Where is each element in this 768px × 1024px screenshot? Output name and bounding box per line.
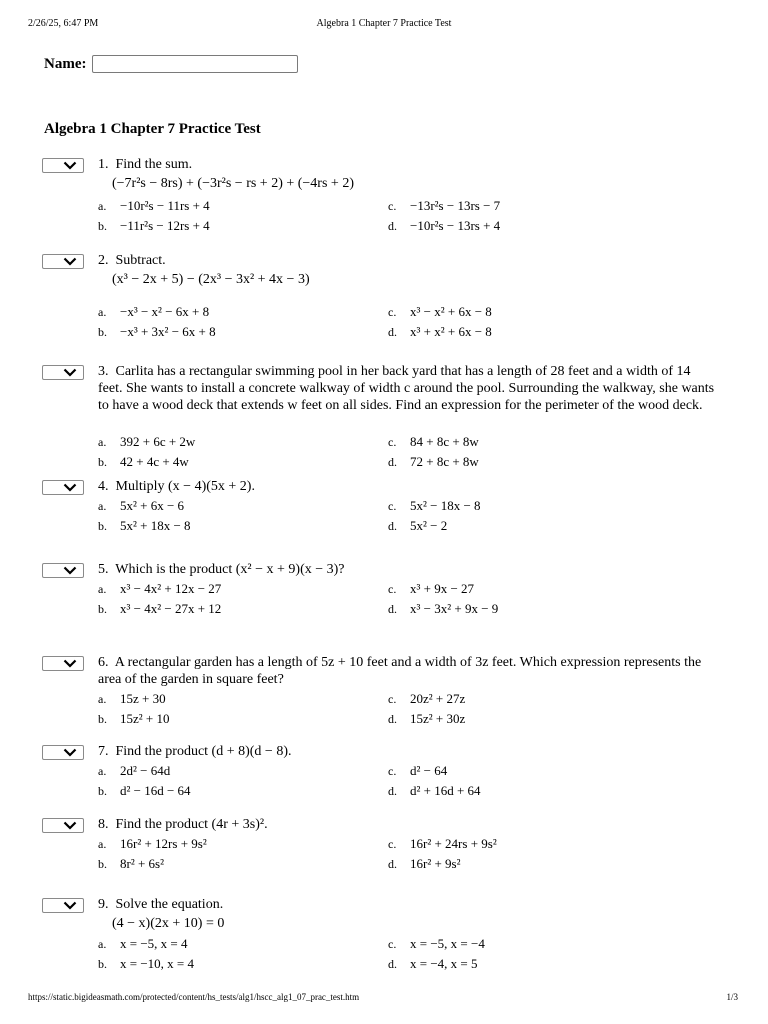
choice-value: −13r²s − 13rs − 7 <box>410 198 501 213</box>
answer-choices <box>98 580 718 620</box>
answer-select-1[interactable] <box>42 158 84 173</box>
choice-d <box>388 600 498 618</box>
choice-c <box>388 690 465 708</box>
answer-select-9[interactable] <box>42 898 84 913</box>
choice-b <box>98 453 189 471</box>
choice-d <box>388 710 465 728</box>
choice-value: −x³ + 3x² − 6x + 8 <box>120 324 216 339</box>
answer-select-4[interactable] <box>42 480 84 495</box>
choice-value: d² − 64 <box>410 763 448 778</box>
choice-value: x = −4, x = 5 <box>410 956 478 971</box>
choice-b <box>98 710 170 728</box>
choice-letter: b. <box>98 219 107 233</box>
choice-letter: b. <box>98 455 107 469</box>
question-number: 9. <box>98 897 109 912</box>
choice-d <box>388 453 479 471</box>
choice-value: d² + 16d + 64 <box>410 783 481 798</box>
question-body <box>98 252 718 343</box>
choice-letter: a. <box>98 937 107 951</box>
question-number: 8. <box>98 817 109 832</box>
answer-choices <box>98 497 718 537</box>
question-number: 1. <box>98 157 109 172</box>
question-text: Subtract. <box>115 253 166 268</box>
choice-letter: c. <box>388 499 397 513</box>
choice-value: 15z² + 30z <box>410 711 466 726</box>
choice-value: 5x² − 18x − 8 <box>410 498 481 513</box>
choice-letter: a. <box>98 582 107 596</box>
choice-d <box>388 217 500 235</box>
answer-choices <box>98 303 718 343</box>
choice-value: 8r² + 6s² <box>120 856 165 871</box>
choice-letter: c. <box>388 199 397 213</box>
choice-value: 84 + 8c + 8w <box>410 434 479 449</box>
question-text: A rectangular garden has a length of 5z + 10 feet and a width of 3z feet. Which expression represents the area of the garden in square feet? <box>98 655 702 687</box>
question-expression: (x³ − 2x + 5) − (2x³ − 3x² + 4x − 3) <box>112 272 310 287</box>
chevron-down-icon <box>63 257 77 266</box>
choice-value: x = −5, x = 4 <box>120 936 188 951</box>
question-number: 7. <box>98 744 109 759</box>
choice-value: −11r²s − 12rs + 4 <box>120 218 210 233</box>
choice-letter: c. <box>388 692 397 706</box>
question-body <box>98 896 718 975</box>
choice-value: −10r²s − 11rs + 4 <box>120 198 210 213</box>
answer-select-7[interactable] <box>42 745 84 760</box>
answer-select-5[interactable] <box>42 563 84 578</box>
question-text: Carlita has a rectangular swimming pool in her back yard that has a length of 28 feet and a width of 14 feet. She wants to install a concrete walkway of width c around the pool. Surrounding the walkway, she wants to have a wood deck that extends w feet on all sides. Find an expression for the perimeter of the wood deck. <box>98 364 715 413</box>
choice-a <box>98 935 188 953</box>
answer-choices <box>98 762 718 802</box>
choice-d <box>388 955 478 973</box>
question-number: 2. <box>98 253 109 268</box>
choice-a <box>98 197 210 215</box>
choice-c <box>388 580 474 598</box>
choice-letter: d. <box>388 957 397 971</box>
choice-letter: d. <box>388 857 397 871</box>
choice-value: 16r² + 12rs + 9s² <box>120 836 207 851</box>
question-text: Find the product (d + 8)(d − 8). <box>115 744 292 759</box>
choice-c <box>388 433 479 451</box>
choice-c <box>388 835 497 853</box>
answer-choices <box>98 690 718 730</box>
choice-letter: a. <box>98 199 107 213</box>
choice-c <box>388 303 492 321</box>
choice-value: 392 + 6c + 2w <box>120 434 196 449</box>
answer-choices <box>98 433 718 473</box>
choice-value: 5x² + 6x − 6 <box>120 498 185 513</box>
choice-letter: d. <box>388 325 397 339</box>
choice-value: x³ + 9x − 27 <box>410 581 475 596</box>
choice-value: 16r² + 24rs + 9s² <box>410 836 497 851</box>
answer-select-6[interactable] <box>42 656 84 671</box>
choice-letter: d. <box>388 784 397 798</box>
choice-letter: c. <box>388 837 397 851</box>
choice-b <box>98 323 216 341</box>
choice-a <box>98 835 207 853</box>
answer-select-2[interactable] <box>42 254 84 269</box>
print-doc-title: Algebra 1 Chapter 7 Practice Test <box>316 18 452 29</box>
choice-b <box>98 517 191 535</box>
page-title: Algebra 1 Chapter 7 Practice Test <box>44 121 261 137</box>
choice-value: x = −5, x = −4 <box>410 936 485 951</box>
choice-letter: d. <box>388 712 397 726</box>
choice-value: 20z² + 27z <box>410 691 466 706</box>
choice-d <box>388 323 492 341</box>
choice-d <box>388 517 447 535</box>
choice-letter: c. <box>388 582 397 596</box>
print-timestamp: 2/26/25, 6:47 PM <box>28 18 99 29</box>
answer-select-8[interactable] <box>42 818 84 833</box>
question-body <box>98 561 718 620</box>
choice-c <box>388 497 481 515</box>
choice-letter: a. <box>98 837 107 851</box>
question-text: Find the sum. <box>115 157 193 172</box>
choice-letter: b. <box>98 857 107 871</box>
choice-letter: a. <box>98 499 107 513</box>
choice-letter: b. <box>98 519 107 533</box>
answer-choices <box>98 197 718 237</box>
chevron-down-icon <box>63 368 77 377</box>
choice-value: 5x² − 2 <box>410 518 448 533</box>
choice-b <box>98 782 191 800</box>
question-number: 3. <box>98 364 109 379</box>
choice-b <box>98 955 194 973</box>
chevron-down-icon <box>63 659 77 668</box>
question-body <box>98 654 718 730</box>
choice-letter: a. <box>98 764 107 778</box>
choice-d <box>388 782 481 800</box>
choice-d <box>388 855 461 873</box>
question-expression: (−7r²s − 8rs) + (−3r²s − rs + 2) + (−4rs + 2) <box>112 176 354 191</box>
choice-value: x³ − x² + 6x − 8 <box>410 304 492 319</box>
choice-value: 15z² + 10 <box>120 711 170 726</box>
choice-value: −10r²s − 13rs + 4 <box>410 218 501 233</box>
question-expression: (4 − x)(2x + 10) = 0 <box>112 916 225 931</box>
choice-value: x³ − 4x² − 27x + 12 <box>120 601 222 616</box>
answer-choices <box>98 935 718 975</box>
choice-value: x³ + x² + 6x − 8 <box>410 324 492 339</box>
question-number: 4. <box>98 479 109 494</box>
chevron-down-icon <box>63 821 77 830</box>
print-url: https://static.bigideasmath.com/protected/content/hs_tests/alg1/hscc_alg1_07_prac_test.htm <box>28 992 360 1002</box>
question-text: Multiply (x − 4)(5x + 2). <box>115 479 255 494</box>
choice-letter: c. <box>388 305 397 319</box>
choice-a <box>98 580 221 598</box>
choice-value: x = −10, x = 4 <box>120 956 194 971</box>
question-body <box>98 816 718 875</box>
choice-a <box>98 690 166 708</box>
question-body <box>98 363 718 473</box>
question-body <box>98 478 718 537</box>
question-text: Which is the product (x² − x + 9)(x − 3)? <box>115 562 345 577</box>
choice-value: 15z + 30 <box>120 691 166 706</box>
choice-value: 16r² + 9s² <box>410 856 461 871</box>
answer-select-3[interactable] <box>42 365 84 380</box>
page-number: 1/3 <box>726 992 738 1002</box>
chevron-down-icon <box>63 566 77 575</box>
name-label: Name: <box>44 55 87 72</box>
question-text: Solve the equation. <box>115 897 224 912</box>
choice-letter: c. <box>388 435 397 449</box>
choice-a <box>98 303 209 321</box>
chevron-down-icon <box>63 748 77 757</box>
answer-choices <box>98 835 718 875</box>
choice-letter: a. <box>98 435 107 449</box>
choice-b <box>98 855 164 873</box>
question-number: 6. <box>98 655 109 670</box>
choice-value: 42 + 4c + 4w <box>120 454 189 469</box>
choice-c <box>388 762 447 780</box>
question-body <box>98 743 718 802</box>
choice-c <box>388 197 500 215</box>
choice-letter: d. <box>388 602 397 616</box>
choice-a <box>98 497 184 515</box>
choice-value: 2d² − 64d <box>120 763 171 778</box>
choice-value: d² − 16d − 64 <box>120 783 191 798</box>
chevron-down-icon <box>63 901 77 910</box>
name-input[interactable] <box>92 55 298 73</box>
choice-letter: b. <box>98 957 107 971</box>
choice-value: 5x² + 18x − 8 <box>120 518 191 533</box>
choice-b <box>98 600 221 618</box>
question-text: Find the product (4r + 3s)². <box>115 817 268 832</box>
chevron-down-icon <box>63 483 77 492</box>
choice-letter: b. <box>98 602 107 616</box>
chevron-down-icon <box>63 161 77 170</box>
choice-value: x³ − 3x² + 9x − 9 <box>410 601 499 616</box>
choice-letter: c. <box>388 764 397 778</box>
choice-letter: c. <box>388 937 397 951</box>
question-body <box>98 156 718 237</box>
choice-letter: b. <box>98 784 107 798</box>
question-number: 5. <box>98 562 109 577</box>
choice-a <box>98 762 170 780</box>
choice-value: 72 + 8c + 8w <box>410 454 479 469</box>
choice-c <box>388 935 485 953</box>
choice-letter: a. <box>98 692 107 706</box>
choice-letter: d. <box>388 455 397 469</box>
choice-b <box>98 217 210 235</box>
choice-letter: b. <box>98 325 107 339</box>
choice-letter: a. <box>98 305 107 319</box>
choice-letter: b. <box>98 712 107 726</box>
choice-a <box>98 433 195 451</box>
choice-letter: d. <box>388 519 397 533</box>
choice-letter: d. <box>388 219 397 233</box>
choice-value: x³ − 4x² + 12x − 27 <box>120 581 222 596</box>
name-row <box>44 55 298 73</box>
choice-value: −x³ − x² − 6x + 8 <box>120 304 210 319</box>
